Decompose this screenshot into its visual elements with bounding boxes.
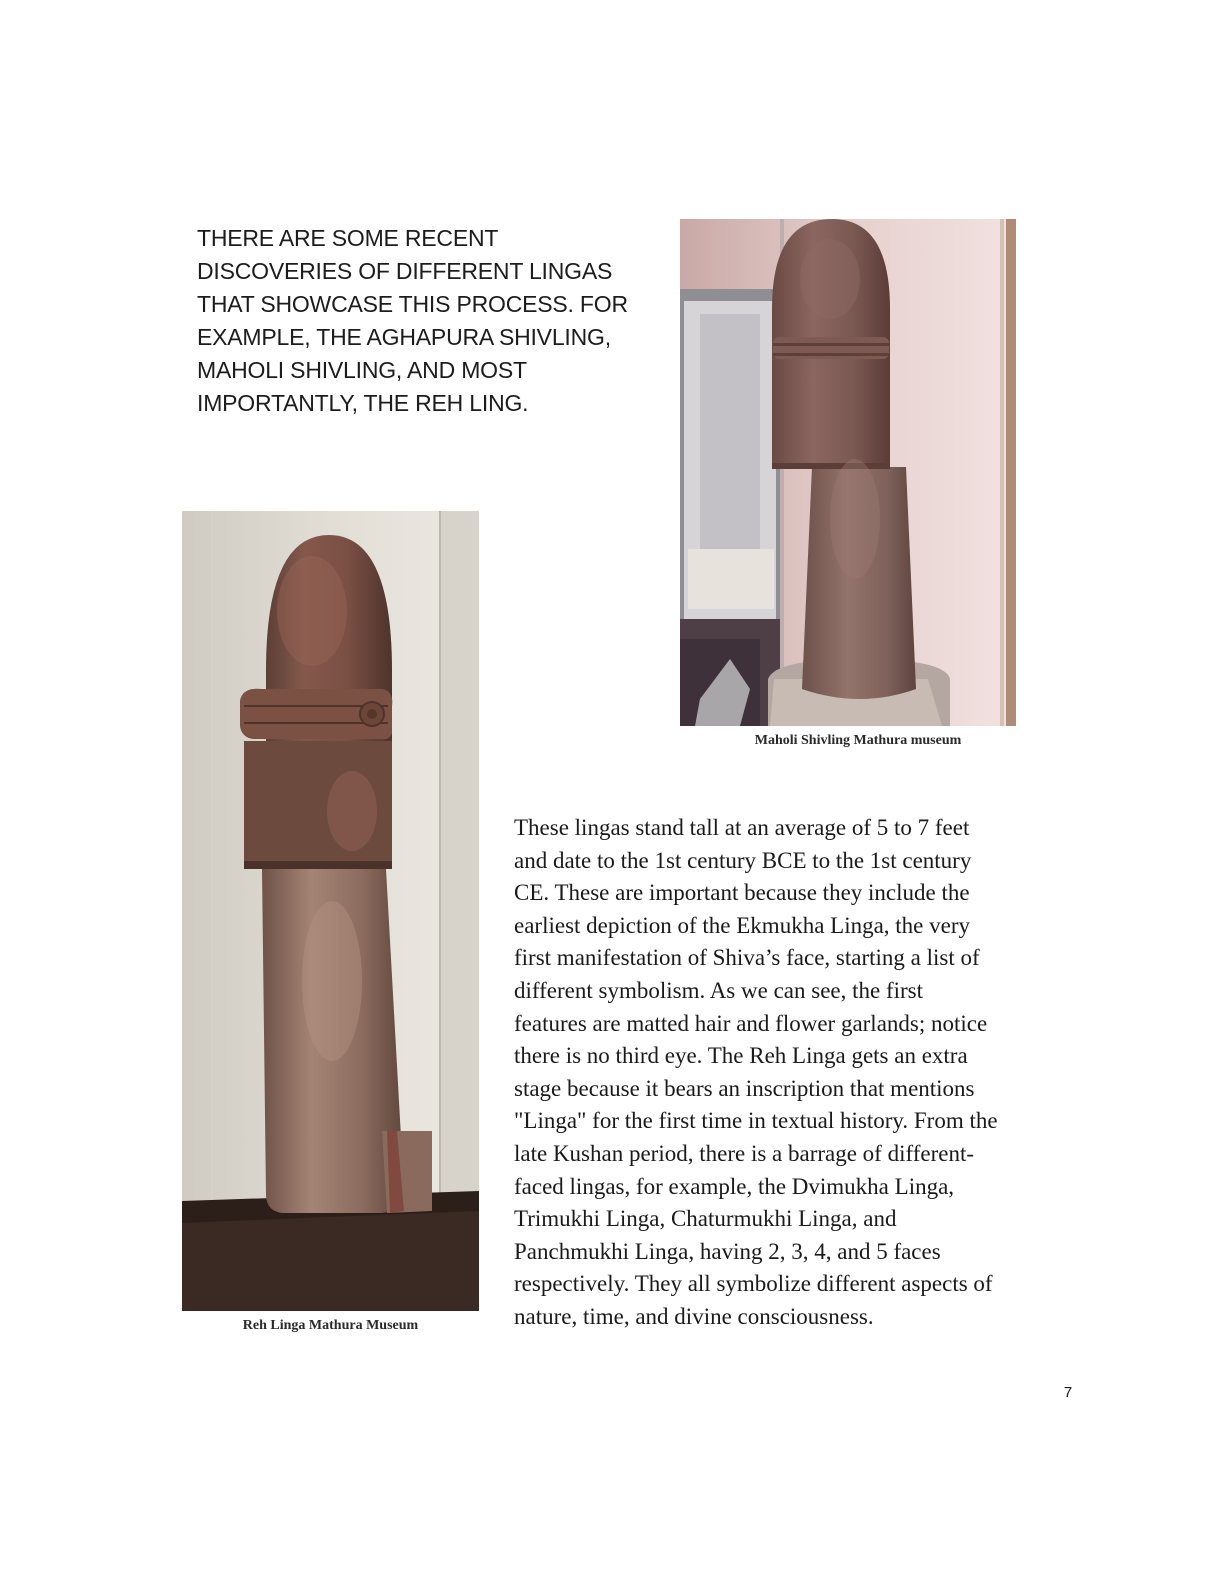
body-line: there is no third eye. The Reh Linga gets an extra	[514, 1043, 968, 1069]
body-line: and date to the 1st century BCE to the 1st century	[514, 847, 972, 873]
body-line: faced lingas, for example, the Dvimukha Linga,	[514, 1173, 955, 1199]
body-line: These lingas stand tall at an average of 5 to 7 feet	[514, 815, 970, 840]
reh-caption: Reh Linga Mathura Museum	[242, 1318, 419, 1333]
body-line: features are matted hair and flower garlands; notice	[514, 1010, 988, 1036]
reh-linga-photo	[182, 511, 479, 1311]
body-line: late Kushan period, there is a barrage of different-	[514, 1140, 975, 1166]
body-line: stage because it bears an inscription that mentions	[514, 1075, 975, 1101]
body-line: Panchmukhi Linga, having 2, 3, 4, and 5 faces	[514, 1238, 941, 1264]
body-line: different symbolism. As we can see, the first	[514, 977, 924, 1003]
body-line: nature, time, and divine consciousness.	[514, 1303, 874, 1329]
body-line: Trimukhi Linga, Chaturmukhi Linga, and	[514, 1206, 897, 1232]
body-paragraph	[514, 812, 1044, 1334]
maholi-shivling-photo	[680, 219, 1016, 726]
body-line: CE. These are important because they include the	[514, 880, 970, 906]
body-line: earliest depiction of the Ekmukha Linga, the very	[514, 912, 971, 938]
body-line: "Linga" for the first time in textual history. From the	[514, 1108, 998, 1134]
maholi-caption: Maholi Shivling Mathura museum	[754, 733, 962, 748]
intro-heading-text: THERE ARE SOME RECENT DISCOVERIES OF DIFFERENT LINGAS THAT SHOWCASE THIS PROCESS. FOR EXAMPLE, THE AGHAPURA SHIVLING, MAHOLI SHIVLING, AND MOST IMPORTANTLY, THE REH LING.	[197, 225, 628, 416]
body-line: first manifestation of Shiva’s face, starting a list of	[514, 945, 980, 971]
body-line: respectively. They all symbolize different aspects of	[514, 1271, 993, 1297]
page-number: 7	[1063, 1384, 1073, 1401]
